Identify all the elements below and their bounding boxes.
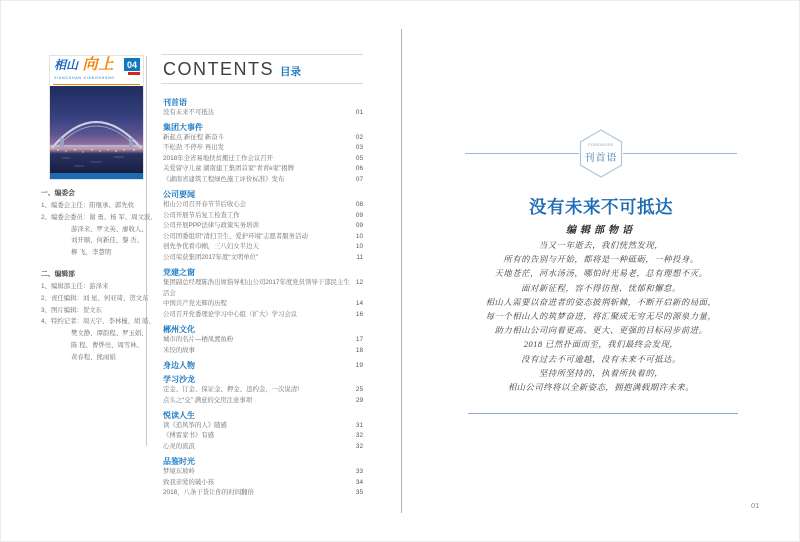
poem-line: 天地苍茫，河水汤汤，哪怕时光易老，总有理想不灭。	[494, 269, 708, 279]
toc-entry-title: 《傅雷家书》有感	[163, 432, 215, 440]
toc-entry-title: 关爱留守儿童 湖南建工集团首家“青青e家”揭牌	[163, 165, 295, 173]
editorial-line: 1、编辑部主任：游泽来	[41, 282, 109, 290]
toc-entry-page: 35	[355, 489, 363, 497]
poem-line: 相山公司终将以全新姿态，拥抱满载期许未来。	[507, 383, 695, 393]
toc-entry	[163, 164, 363, 175]
toc-section-heading	[163, 324, 363, 335]
editorial-line: 2、编委会委员：谢 勇、杨 军、周文波、	[41, 213, 157, 221]
toc-entry	[163, 396, 363, 407]
toc-entry	[163, 467, 363, 478]
toc-section-heading	[163, 456, 363, 467]
editorial-line: 游泽来、罗文英、廖收人、	[71, 225, 148, 233]
toc-entry-page: 03	[355, 144, 363, 152]
poem-line: 相山人需要以奋进者的姿态披荆斩棘，不断开启新的局面，	[485, 297, 717, 307]
cover-bottom-strip	[50, 173, 143, 179]
poem-line: 当又一年逝去，我们恍然发现，	[538, 241, 664, 250]
toc-section-title: 公司要闻	[163, 190, 195, 200]
toc-section-title: 刊首语	[163, 97, 187, 107]
foreword-bottom-rule	[468, 413, 738, 414]
poem-line: 坚持所坚持的，执着所执着的，	[538, 368, 664, 378]
cover-title-part2: 向上	[82, 56, 115, 73]
toc-entry-title: 公司开展节后复工检查工作	[163, 211, 240, 219]
toc-section-heading	[163, 360, 363, 371]
masthead-rule	[53, 84, 140, 85]
toc-entry	[163, 211, 363, 222]
toc-entry	[163, 421, 363, 432]
toc-entry-title: 梦境东坡岭	[163, 468, 195, 476]
toc-entry-page: 07	[355, 175, 363, 183]
toc-entry	[163, 133, 363, 144]
toc-entry-page: 11	[356, 254, 363, 262]
toc-section-title: 品鉴时光	[163, 457, 195, 467]
foreword-poem	[421, 239, 781, 395]
page-number: 01	[751, 501, 760, 510]
poem-line: 没有过去不可逾越，没有未来不可抵达。	[521, 354, 681, 364]
toc-entry-page: 16	[355, 310, 363, 318]
contents-title-en: CONTENTS	[163, 59, 274, 79]
toc-entry-title: 创先争优看巾帼，三八妇女半边天	[163, 243, 259, 251]
toc-entry	[163, 346, 363, 357]
toc-section-title: 身边人物	[163, 360, 195, 370]
toc-entry	[163, 175, 363, 186]
toc-entry-page: 32	[355, 443, 363, 451]
toc-entry-page: 33	[355, 468, 363, 476]
toc-section-title: 党建之窗	[163, 268, 195, 278]
foreword-badge-cn: 刊首语	[584, 153, 618, 164]
toc-entry-page: 34	[355, 478, 363, 486]
toc-entry	[163, 488, 363, 499]
toc-entry-title: 集团副总经理陈浩出席指导相山公司2017年度党员领导干部民主生活会	[163, 279, 350, 297]
toc-entry-title: 公司荣获集团2017年度“文明单位”	[163, 254, 259, 262]
editorial-board-list	[41, 188, 157, 364]
toc-section-page: 19	[355, 361, 363, 369]
toc-entry-page: 06	[355, 165, 363, 173]
toc-entry-page: 09	[355, 211, 363, 219]
toc-section-heading	[163, 267, 363, 278]
toc-entry-title: 2018年全省易地扶贫搬迁工作会议召开	[163, 154, 274, 162]
toc-entry	[163, 335, 363, 346]
cover-photo-bridge	[50, 86, 143, 173]
editorial-line: 刘开顺、何新佳、黎 杏、	[71, 237, 144, 245]
editorial-line: 陈 程、曹烨亮、周雪林、	[71, 341, 144, 349]
foreword-line-right	[623, 153, 737, 154]
toc-entry-title: 新起点 新征程 新奋斗	[163, 133, 225, 141]
poem-line: 所有的告别与开始，都将是一种砥砺，一种投身。	[503, 255, 699, 265]
toc-entry	[163, 478, 363, 489]
editorial-line: 樊文静、谭韵程、罗玉娟、	[71, 330, 148, 338]
toc-entry-title: 读《追风筝的人》随感	[163, 421, 227, 429]
poem-line: 每一个相山人的筑梦奋进，将汇聚成无穷无尽的源泉力量，	[485, 312, 717, 322]
toc-entry-page: 32	[355, 432, 363, 440]
contents-title-cn: 目录	[280, 66, 301, 78]
toc-entry-page: 02	[355, 133, 363, 141]
toc-section-title: 学习沙龙	[163, 375, 195, 385]
editorial-line: 柳 飞、李慧明	[71, 249, 112, 257]
toc-entry	[163, 108, 363, 119]
toc-entry	[163, 154, 363, 165]
toc-section-title: 悦读人生	[163, 410, 195, 420]
editorial-line: 1、编委会主任：阳继承、郭先枚	[41, 202, 135, 209]
toc-entry	[163, 278, 363, 299]
toc-entry	[163, 253, 363, 264]
toc-entry-title: 公司召开党委理论学习中心组（扩大）学习会议	[163, 310, 298, 318]
toc-entry	[163, 310, 363, 321]
toc-entry-title: 致我亲爱的破小孩	[163, 478, 215, 486]
toc-section-title: 郴州文化	[163, 325, 195, 334]
toc-entry-title: 中国共产党光辉的历程	[163, 300, 227, 308]
toc-entry-page: 05	[355, 154, 363, 162]
poem-line: 面对新征程，容不得彷徨、忧郁和懈怠。	[521, 283, 681, 293]
contents-header	[161, 54, 363, 84]
issue-number-badge: 04	[124, 58, 140, 71]
toc-entry-title: 点头之“交” 满意的交房注意事项	[163, 396, 253, 404]
toc-entry-title: 2018，八条干货让你的时间翻倍	[163, 489, 254, 497]
toc-entry-title: 心灵的流浪	[163, 443, 195, 451]
issue-red-bar	[128, 72, 140, 75]
toc-section-heading	[163, 97, 363, 108]
poem-line: 助力相山公司向着更高、更大、更强的目标同步前进。	[494, 326, 708, 336]
toc-entry-title: 定金、订金、保证金、押金、违约金，一次说清!	[163, 386, 299, 394]
foreword-line-left	[465, 153, 579, 154]
page-spine-divider	[401, 29, 402, 513]
toc-entry	[163, 143, 363, 154]
foreword-title: 没有未来不可抵达	[529, 197, 673, 217]
cover-title-part1: 相山	[54, 58, 79, 72]
cover-pinyin: XIANGSHAN XIANGSHANG	[54, 76, 115, 80]
toc-entry-title: 不松劲 不停步 再出发	[163, 144, 225, 152]
toc-entry-title: 城市的名片—栖凤渡鱼粉	[163, 336, 234, 343]
cover-title	[54, 58, 114, 72]
toc-entry-title: 公司开展PPP法律与政策实务培训	[163, 222, 259, 230]
toc-entry	[163, 221, 363, 232]
toc-entry	[163, 232, 363, 243]
toc-entry-title: 米饺的故事	[163, 346, 195, 354]
contents-bottom-rule	[161, 83, 363, 84]
toc-entry-page: 25	[355, 386, 363, 394]
toc-entry-title: 《湖南省建筑工程绿色施工评价标准》发布	[163, 175, 285, 183]
toc-entry-page: 12	[355, 279, 363, 287]
toc-section-title: 集团大事件	[163, 122, 203, 132]
toc-section-heading	[163, 189, 363, 200]
editorial-line: 3、图片编辑：贺文东	[41, 306, 103, 314]
toc-section-heading	[163, 410, 363, 421]
toc-entry-page: 29	[355, 396, 363, 404]
toc-entry	[163, 242, 363, 253]
toc-entry-page: 18	[355, 346, 363, 354]
toc-entry-page: 10	[355, 243, 363, 251]
poem-line: 2018 已然扑面而至，我们最终会发现，	[523, 340, 679, 350]
toc-entry-page: 01	[355, 108, 363, 116]
foreword-badge	[579, 129, 623, 178]
cover-masthead	[50, 56, 143, 86]
toc-entry	[163, 431, 363, 442]
foreword-subtitle: 编辑部物语	[566, 225, 636, 236]
cover-issue	[124, 58, 140, 75]
editorial-line: 2、责任编辑：刘 星、何亚琦、贺文东	[41, 294, 149, 302]
toc-entry-title: 公司团委组织“清扫卫生、爱护环境”志愿者服务活动	[163, 232, 308, 240]
toc-entry-page: 31	[355, 421, 363, 429]
toc-entry-page: 10	[355, 232, 363, 240]
toc-entry	[163, 442, 363, 453]
foreword-badge-en: FOREWORD	[588, 143, 614, 147]
toc-entry	[163, 385, 363, 396]
toc-entry	[163, 299, 363, 310]
editorial-line: 黄春程、熊雨娟	[71, 353, 116, 361]
toc-section-heading	[163, 374, 363, 385]
toc-entry-page: 08	[355, 201, 363, 209]
toc-entry-title: 相山公司召开春节节后收心会	[163, 201, 247, 209]
magazine-cover	[50, 56, 143, 179]
toc-entry-title: 没有未来不可抵达	[163, 108, 215, 116]
toc-entry-page: 14	[355, 300, 363, 308]
toc-entry-page: 17	[355, 336, 363, 343]
editorial-group-heading: 二、编辑部	[41, 270, 75, 278]
bridge-illustration	[50, 86, 143, 173]
table-of-contents	[163, 93, 363, 499]
editorial-line: 4、特约记者：周天宇、李林橦、胡 皓、	[41, 318, 155, 326]
toc-entry-page: 09	[355, 222, 363, 230]
toc-section-heading	[163, 122, 363, 133]
editorial-group-heading: 一、编委会	[41, 190, 75, 197]
toc-entry	[163, 200, 363, 211]
